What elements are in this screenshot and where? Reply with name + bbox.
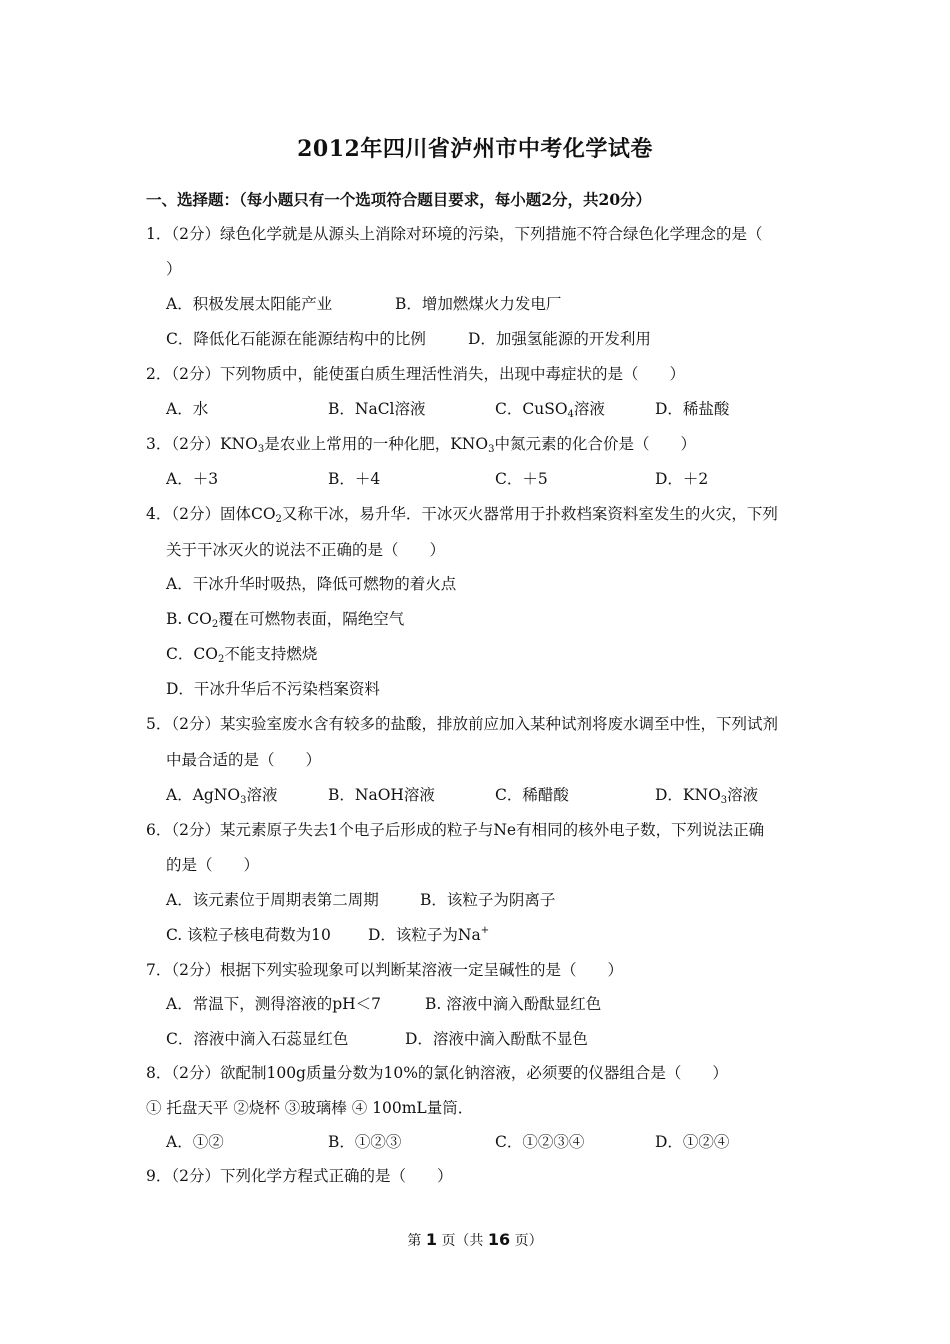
question-1-stem: 1．（2分）绿色化学就是从源头上消除对环境的污染，下列措施不符合绿色化学理念的是（ (146, 225, 763, 243)
question-7-stem: 7．（2分）根据下列实验现象可以判断某溶液一定呈碱性的是（ ） (146, 961, 623, 979)
question-8-option-d: D．①②④ (655, 1133, 730, 1151)
question-2-option-a: A．水 (166, 400, 209, 418)
question-7-option-c: C．溶液中滴入石蕊显红色 (166, 1030, 349, 1048)
question-1-option-b: B．增加燃煤火力发电厂 (395, 295, 562, 313)
footer-prefix: 第 (407, 1233, 422, 1249)
question-1-option-d: D．加强氢能源的开发利用 (468, 330, 651, 348)
question-8-option-a: A．①② (166, 1133, 224, 1151)
page-footer (0, 1230, 950, 1250)
question-5-option-c: C．稀醋酸 (495, 786, 569, 804)
question-4-option-b: B. $CO_2$覆在可燃物表面，隔绝空气 (166, 610, 405, 630)
question-3-option-c: C．＋5 (495, 470, 548, 488)
page-number: 1 (425, 1230, 437, 1249)
footer-suffix: 页） (514, 1233, 543, 1249)
question-2-option-b: B．NaCl溶液 (328, 400, 426, 418)
question-9-stem: 9．（2分）下列化学方程式正确的是（ ） (146, 1167, 453, 1185)
question-5-option-a: A．AgNO$_3$溶液 (166, 786, 278, 806)
question-2-option-d: D．稀盐酸 (655, 400, 730, 418)
question-5-option-d: D．$KNO_3$溶液 (655, 786, 759, 806)
question-3-option-a: A．＋3 (166, 470, 219, 488)
page-total: 16 (487, 1230, 511, 1249)
question-8-option-b: B．①②③ (328, 1133, 402, 1151)
question-3-option-d: D．＋2 (655, 470, 709, 488)
question-7-option-d: D．溶液中滴入酚酞不显色 (405, 1030, 588, 1048)
question-1-option-c: C．降低化石能源在能源结构中的比例 (166, 330, 426, 348)
question-6-option-c: C. 该粒子核电荷数为10 (166, 926, 331, 944)
question-1-option-a: A．积极发展太阳能产业 (166, 295, 333, 313)
question-6-option-b: B．该粒子为阴离子 (420, 891, 556, 909)
question-4-stem-cont: 关于干冰灭火的说法不正确的是（ ） (166, 541, 446, 559)
question-7-option-b: B. 溶液中滴入酚酞显红色 (425, 995, 602, 1013)
question-3-stem: 3．（2分）$KNO_3$是农业上常用的一种化肥，$KNO_3$中氮元素的化合价是（ ） (146, 435, 696, 455)
question-2-stem: 2．（2分）下列物质中，能使蛋白质生理活性消失，出现中毒症状的是（ ） (146, 365, 685, 383)
question-8-option-c: C．①②③④ (495, 1133, 585, 1151)
question-5-option-b: B．NaOH溶液 (328, 786, 435, 804)
question-4-option-d: D．干冰升华后不污染档案资料 (166, 680, 380, 698)
question-8-stem: 8．（2分）欲配制100g质量分数为10%的氯化钠溶液，必须要的仪器组合是（ ） (146, 1064, 728, 1082)
section-heading: 一、选择题：（每小题只有一个选项符合题目要求，每小题2分，共20分） (146, 190, 652, 209)
question-6-option-a: A．该元素位于周期表第二周期 (166, 891, 379, 909)
question-4-option-c: C．$CO_2$不能支持燃烧 (166, 645, 318, 665)
page-title: 2012年四川省泸州市中考化学试卷 (297, 136, 653, 162)
question-4-option-a: A．干冰升华时吸热，降低可燃物的着火点 (166, 575, 457, 593)
question-6-stem-cont: 的是（ ） (166, 856, 260, 874)
question-6-stem: 6．（2分）某元素原子失去1个电子后形成的粒子与Ne有相同的核外电子数，下列说法正确 (146, 821, 765, 839)
question-2-option-c: C．CuSO$_4$溶液 (495, 400, 605, 420)
question-5-stem: 5．（2分）某实验室废水含有较多的盐酸，排放前应加入某种试剂将废水调至中性，下列试剂 (146, 715, 778, 733)
question-6-option-d: D．该粒子为Na+ (368, 925, 490, 944)
question-3-option-b: B．＋4 (328, 470, 381, 488)
question-5-stem-cont: 中最合适的是（ ） (166, 751, 322, 769)
question-4-stem: 4．（2分）固体$CO_2$又称干冰，易升华．干冰灭火器常用于扑救档案资料室发生的火灾，下列 (146, 505, 778, 525)
footer-middle: 页（共 (441, 1233, 484, 1249)
question-8-items: ① 托盘天平 ②烧杯 ③玻璃棒 ④ 100mL量筒． (146, 1099, 474, 1117)
question-7-option-a: A．常温下，测得溶液的pH＜7 (166, 995, 381, 1013)
question-1-stem-end: ） (166, 260, 182, 278)
